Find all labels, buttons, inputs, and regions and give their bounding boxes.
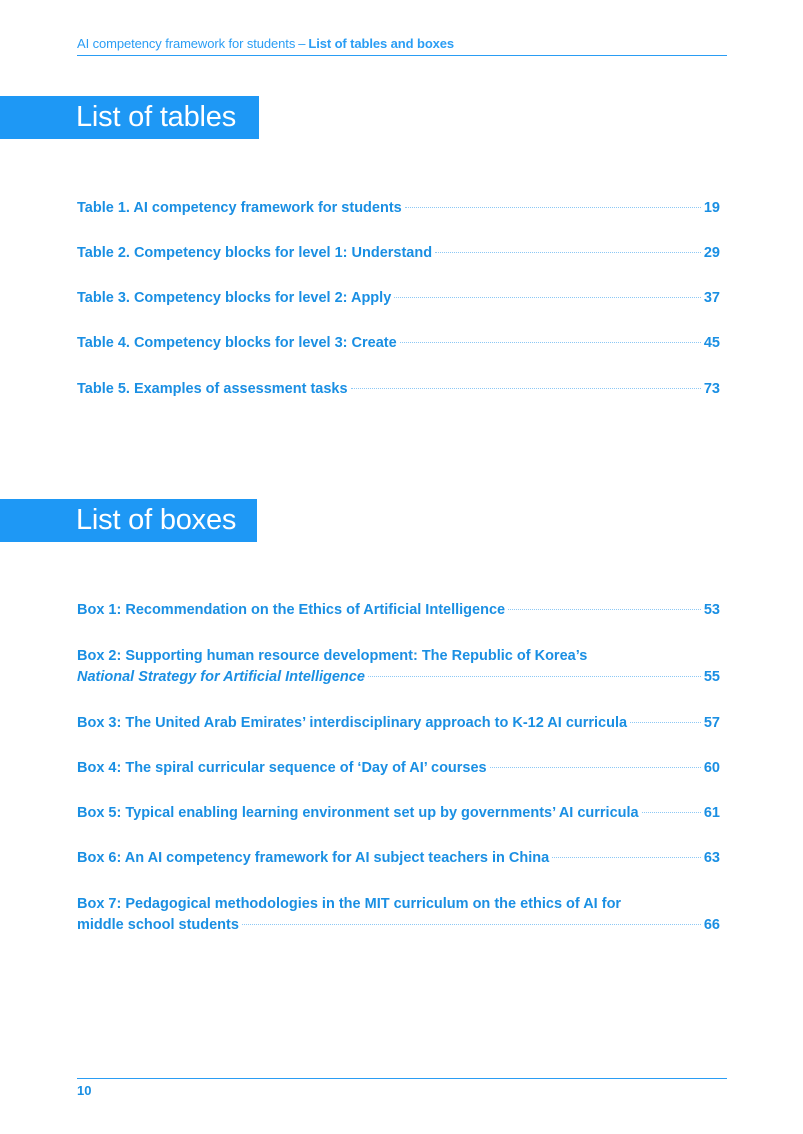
- header-section-title: List of tables and boxes: [308, 36, 455, 51]
- header-rule: [77, 55, 727, 56]
- dot-leader: [630, 721, 701, 723]
- toc-entry-title: Table 3. Competency blocks for level 2: Apply: [77, 290, 392, 306]
- toc-entry-page: 60: [703, 760, 720, 776]
- toc-entry-title: Table 1. AI competency framework for students: [77, 200, 402, 216]
- dot-leader: [351, 387, 701, 389]
- toc-entry-title: Table 5. Examples of assessment tasks: [77, 381, 348, 397]
- toc-entry-page: 45: [703, 335, 720, 351]
- toc-entry-title: Box 3: The United Arab Emirates’ interdisciplinary approach to K-12 AI curricula: [77, 715, 628, 731]
- dot-leader: [394, 296, 701, 298]
- tables-heading: List of tables: [0, 96, 259, 139]
- dot-leader: [368, 675, 701, 677]
- running-header: [77, 36, 727, 51]
- header-doc-title: AI competency framework for students: [77, 36, 296, 51]
- dot-leader: [642, 811, 701, 813]
- toc-entry-table-1[interactable]: [77, 198, 720, 219]
- toc-entry-box-6[interactable]: [77, 848, 720, 869]
- toc-entry-title-line-1: Box 2: Supporting human resource development: The Republic of Korea’s: [77, 648, 588, 664]
- toc-entry-table-3[interactable]: [77, 288, 720, 309]
- dot-leader: [400, 341, 701, 343]
- dot-leader: [242, 923, 701, 925]
- toc-entry-page: 61: [703, 805, 720, 821]
- boxes-heading: List of boxes: [0, 499, 257, 542]
- toc-entry-box-5[interactable]: [77, 803, 720, 824]
- toc-entry-table-4[interactable]: [77, 333, 720, 354]
- toc-entry-page: 53: [703, 602, 720, 618]
- toc-entry-page: 63: [703, 850, 720, 866]
- toc-entry-title-line-2: middle school students: [77, 917, 239, 933]
- toc-entry-title: Table 4. Competency blocks for level 3: Create: [77, 335, 397, 351]
- toc-entry-title: Table 2. Competency blocks for level 1: Understand: [77, 245, 433, 261]
- toc-entry-table-2[interactable]: [77, 243, 720, 264]
- toc-entry-page: 37: [703, 290, 720, 306]
- dot-leader: [490, 766, 701, 768]
- toc-entry-box-2[interactable]: [77, 646, 720, 688]
- page-number: 10: [77, 1083, 92, 1098]
- toc-entry-title-line-2: National Strategy for Artificial Intelligence: [77, 669, 365, 685]
- dot-leader: [435, 251, 701, 253]
- toc-entry-page: 19: [703, 200, 720, 216]
- toc-entry-page: 55: [703, 669, 720, 685]
- toc-entry-title-line-1: Box 7: Pedagogical methodologies in the MIT curriculum on the ethics of AI for: [77, 896, 622, 912]
- footer-rule: [77, 1078, 727, 1079]
- toc-entry-page: 29: [703, 245, 720, 261]
- toc-entry-title: Box 5: Typical enabling learning environment set up by governments’ AI curricula: [77, 805, 639, 821]
- toc-entry-box-7[interactable]: [77, 894, 720, 936]
- toc-entry-title: Box 1: Recommendation on the Ethics of Artificial Intelligence: [77, 602, 506, 618]
- dot-leader: [508, 608, 701, 610]
- toc-entry-box-3[interactable]: [77, 713, 720, 734]
- toc-entry-box-1[interactable]: [77, 600, 720, 621]
- toc-entry-title: Box 4: The spiral curricular sequence of ‘Day of AI’ courses: [77, 760, 487, 776]
- dot-leader: [552, 856, 701, 858]
- toc-entry-title: Box 6: An AI competency framework for AI subject teachers in China: [77, 850, 550, 866]
- toc-entry-box-4[interactable]: [77, 758, 720, 779]
- toc-entry-page: 66: [703, 917, 720, 933]
- toc-entry-page: 57: [703, 715, 720, 731]
- dot-leader: [405, 206, 701, 208]
- toc-entry-page: 73: [703, 381, 720, 397]
- header-separator: –: [298, 36, 306, 51]
- toc-entry-table-5[interactable]: [77, 379, 720, 400]
